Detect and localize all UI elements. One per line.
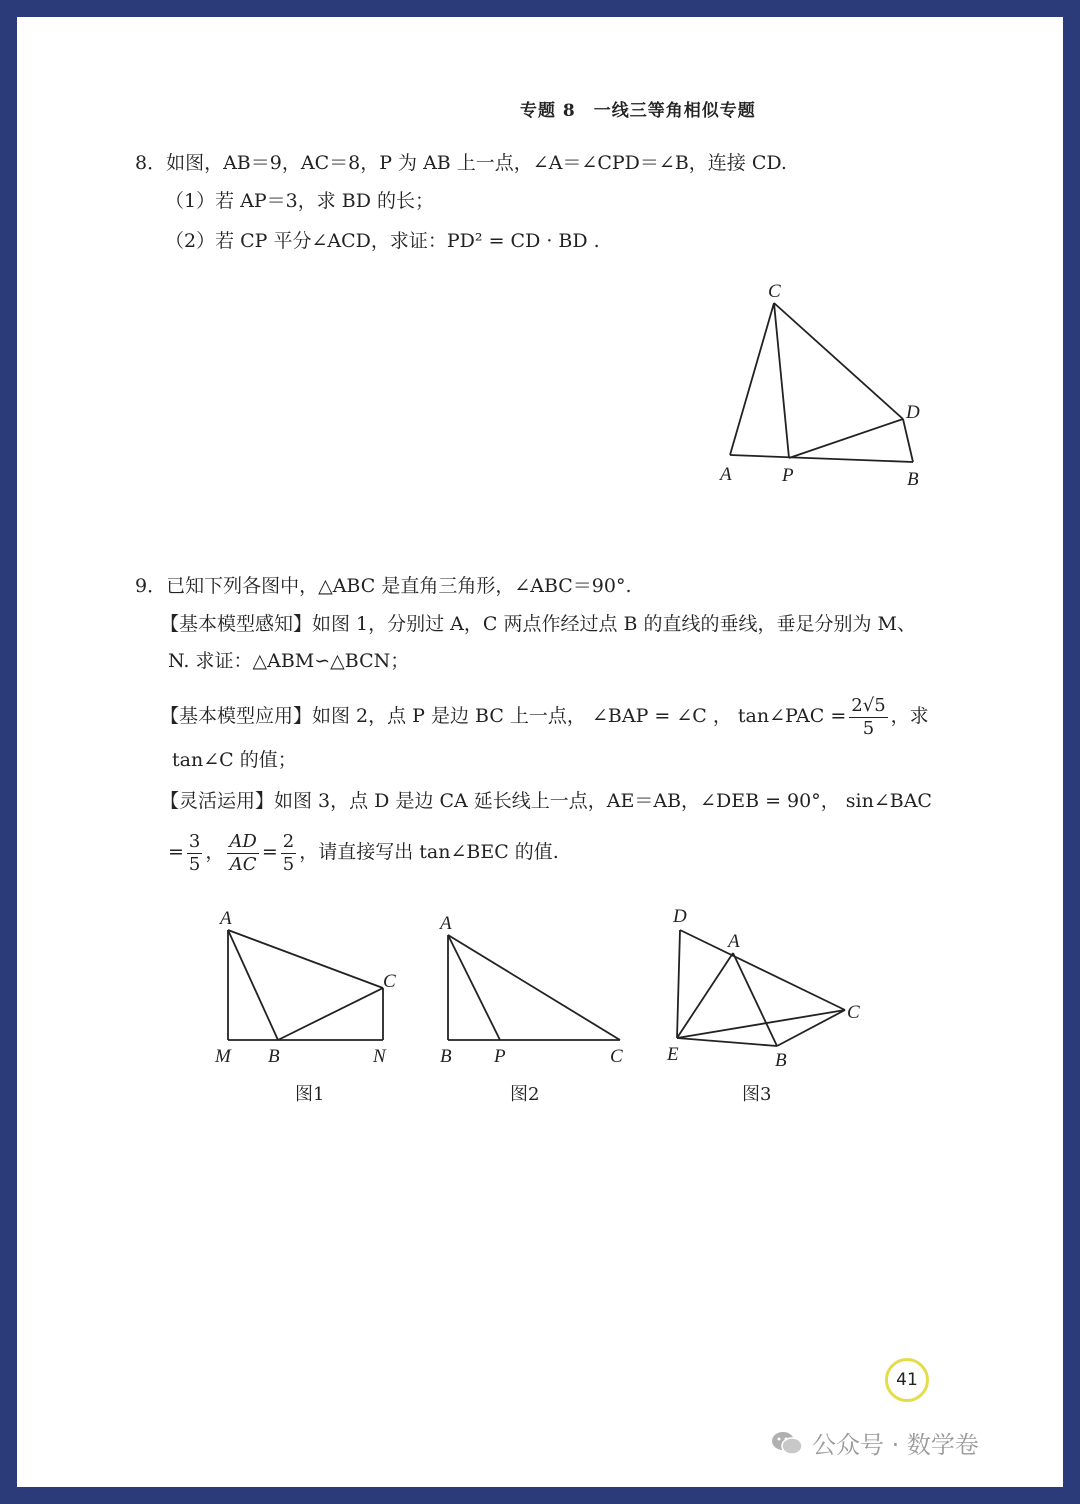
q9-basic2-post: ，求 <box>890 705 929 727</box>
label-a: A <box>440 913 452 934</box>
frac-den: 5 <box>282 853 295 875</box>
label-a: A <box>220 908 232 929</box>
frac-ad-ac <box>227 831 258 876</box>
frac-num: AD <box>229 830 257 852</box>
frac-num: 3 <box>188 830 201 852</box>
label-c: C <box>383 971 396 992</box>
label-b: B <box>268 1046 280 1067</box>
q9-basic2-line2: tan∠C 的值； <box>172 749 297 771</box>
seg-pd <box>789 419 903 458</box>
seg-dc <box>680 930 845 1010</box>
frac-den: 5 <box>188 853 201 875</box>
figure-1-caption: 图1 <box>295 1084 325 1105</box>
label-d: D <box>906 402 920 423</box>
seg-ca <box>730 303 774 455</box>
q8-figure <box>700 275 940 495</box>
q8-part2: （2）若 CP 平分∠ACD，求证：PD² = CD · BD . <box>165 230 600 252</box>
frac-2-5 <box>281 831 296 876</box>
label-d: D <box>673 906 687 927</box>
frac-num: 2√5 <box>851 694 886 716</box>
label-c: C <box>768 281 781 302</box>
seg-cp <box>774 303 789 458</box>
q8-part1: （1）若 AP＝3，求 BD 的长； <box>165 190 434 212</box>
eq-sign-2: = <box>261 841 278 863</box>
seg-ab <box>730 455 913 462</box>
seg-bc <box>278 988 383 1040</box>
q9-flex-tail: ，请直接写出 tan∠BEC 的值. <box>299 841 559 863</box>
q9-basic2-pre: 【基本模型应用】如图 2，点 P 是边 BC 上一点， ∠BAP = ∠C ， tan∠PAC = <box>160 705 847 727</box>
label-p: P <box>494 1046 506 1067</box>
q9-basic1-line1: 【基本模型感知】如图 1，分别过 A，C 两点作经过点 B 的直线的垂线，垂足分别为 M、 <box>160 613 917 635</box>
q8-stem: 8．如图，AB＝9，AC＝8，P 为 AB 上一点，∠A＝∠CPD＝∠B，连接 CD. <box>135 152 787 174</box>
label-a: A <box>720 464 732 485</box>
label-c: C <box>610 1046 623 1067</box>
figure-2-caption: 图2 <box>510 1084 540 1105</box>
wechat-icon <box>770 1429 804 1457</box>
label-b: B <box>775 1050 787 1071</box>
q9-basic2-line1 <box>160 688 929 744</box>
seg-db <box>903 419 913 462</box>
figure-2 <box>430 905 640 1075</box>
frac-num: 2 <box>282 830 295 852</box>
page-number: 41 <box>885 1358 929 1402</box>
label-m: M <box>215 1046 231 1067</box>
frac-3-5 <box>187 831 202 876</box>
figure-3-caption: 图3 <box>742 1084 772 1105</box>
q9-stem: 9．已知下列各图中，△ABC 是直角三角形，∠ABC＝90°. <box>135 575 632 597</box>
comma: ， <box>205 841 225 863</box>
label-c: C <box>847 1002 860 1023</box>
label-e: E <box>667 1044 679 1065</box>
seg-de <box>677 930 680 1038</box>
label-p: P <box>782 465 794 486</box>
q9-flex-line1: 【灵活运用】如图 3，点 D 是边 CA 延长线上一点，AE＝AB，∠DEB = 90°， sin∠BAC <box>160 790 932 812</box>
q9-flex-line2 <box>168 824 559 880</box>
figure-1 <box>205 900 415 1075</box>
seg-ea <box>677 953 733 1038</box>
seg-eb <box>677 1038 777 1046</box>
frac-den: 5 <box>862 717 875 739</box>
q9-basic2-frac <box>849 695 887 740</box>
label-n: N <box>373 1046 386 1067</box>
label-b: B <box>907 469 919 490</box>
watermark <box>770 1425 979 1460</box>
watermark-text: 公众号 · 数学卷 <box>812 1431 979 1459</box>
label-b: B <box>440 1046 452 1067</box>
frac-den: AC <box>229 853 257 875</box>
seg-cd <box>774 303 903 419</box>
figure-3 <box>655 900 875 1075</box>
eq-sign: = <box>168 841 184 863</box>
page-header: 专题 8 一线三等角相似专题 <box>520 101 756 121</box>
label-a: A <box>728 931 740 952</box>
q9-basic1-line2: N. 求证：△ABM∽△BCN； <box>168 650 410 672</box>
